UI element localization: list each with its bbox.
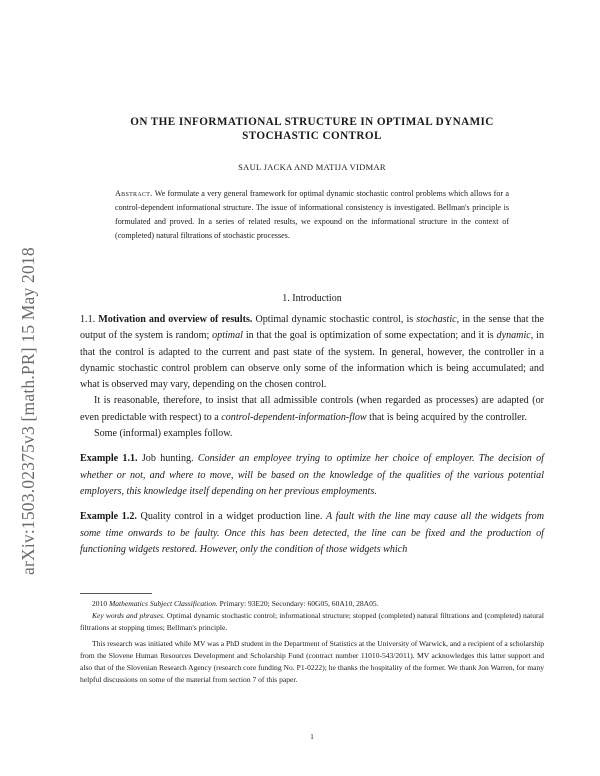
example-label: Example 1.2. bbox=[80, 511, 137, 523]
arxiv-identifier: arXiv:1503.02375v3 [math.PR] 15 May 2018 bbox=[18, 247, 38, 575]
footnote-msc: 2010 Mathematics Subject Classification. Primary: 93E20; Secondary: 60G05, 60A10, 28A05. bbox=[92, 599, 379, 608]
authors: SAUL JACKA AND MATIJA VIDMAR bbox=[238, 162, 386, 172]
footnote-keywords: Key words and phrases. Optimal dynamic stochastic control; informational structure; stopped (completed) natural filtrations and (completed) natural filtrations at stopping times; Bellman's principle. bbox=[80, 611, 544, 633]
abstract-label: Abstract. bbox=[115, 189, 153, 198]
paper-title bbox=[80, 115, 544, 143]
paragraph-reasonable: It is reasonable, therefore, to insist that all admissible controls (when regarded as processes) are adapted (or even predictable with respect) to a control-dependent-information-flow that is being acquired by the controller. bbox=[80, 395, 544, 423]
page-number: 1 bbox=[310, 732, 314, 741]
example-1-2: Example 1.2. Quality control in a widget production line. A fault with the line may cause all the widgets from some time onwards to be faulty. Once this has been detected, the line can be fixed and the production of functioning widgets restored. However, only the condition of those widgets which bbox=[80, 511, 545, 555]
example-label: Example 1.1. bbox=[80, 453, 138, 465]
paragraph-motivation: 1.1. Motivation and overview of results. Optimal dynamic stochastic control, is stochastic, in the sense that the output of the system is random; optimal in that the goal is optimization of some expectation; and it is dynamic, in that the control is adapted to the current and past state of the system. In general, however, the controller in a dynamic stochastic control problem can observe only some of the information which is being accumulated; and what is observed may vary, depending on the chosen control. bbox=[80, 314, 544, 391]
footnote-acknowledgement: This research was initiated while MV was a PhD student in the Department of Statistics at the University of Warwick, and a recipient of a scholarship from the Slovene Human Resources Development and Scholarship Fund (contract number 11010-543/2011). MV acknowledges this latter support and also that of the Slovenian Research Agency (research core funding No. P1-0222); he thanks the hospitality of the former. We thank Jon Warren, for many helpful discussions on some of the material from section 7 of this paper. bbox=[80, 638, 544, 685]
abstract bbox=[115, 187, 509, 243]
footnotes bbox=[80, 598, 544, 686]
footnote-rule bbox=[80, 593, 152, 594]
abstract-text: We formulate a very general framework for optimal dynamic stochastic control problems which allows for a control-dependent informational structure. The issue of informational consistency is investigated. Bellman's principle is formulated and proved. In a series of related results, we expound on the informational structure in the context of (completed) natural filtrations of stochastic processes. bbox=[115, 189, 509, 241]
subsection-title: Motivation and overview of results. bbox=[98, 314, 253, 325]
title-line-2: STOCHASTIC CONTROL bbox=[242, 130, 382, 142]
title-line-1: ON THE INFORMATIONAL STRUCTURE IN OPTIMAL DYNAMIC bbox=[130, 116, 494, 128]
subsection-number: 1.1. bbox=[80, 314, 96, 325]
section-heading: 1. Introduction bbox=[282, 293, 342, 304]
paragraph-examples-intro: Some (informal) examples follow. bbox=[94, 428, 233, 440]
body-text bbox=[80, 312, 544, 558]
example-1-1: Example 1.1. Job hunting. Consider an employee trying to optimize her choice of employer. The decision of whether or not, and where to move, will be based on the knowledge of the qualities of the various potential employers, this knowledge itself depending on her previous employments. bbox=[80, 453, 544, 497]
